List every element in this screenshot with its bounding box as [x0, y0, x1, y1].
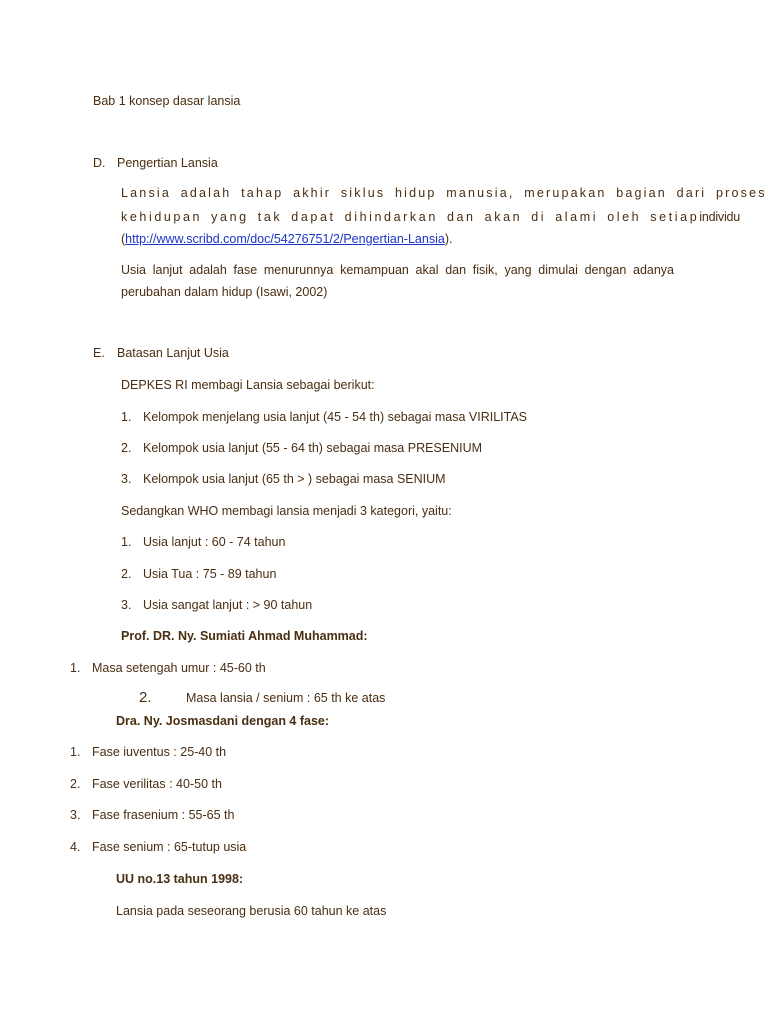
para1-open-paren: (: [121, 232, 126, 246]
list-item: [121, 597, 312, 613]
para2-line2: perubahan dalam hidup (Isawi, 2002): [121, 285, 328, 299]
list-item-number: 3.: [121, 472, 132, 486]
sumiati-heading: Prof. DR. Ny. Sumiati Ahmad Muhammad:: [121, 629, 368, 643]
para1-line2-tail: individu: [699, 210, 741, 224]
section-d-heading: [93, 155, 218, 171]
list-item: [121, 566, 276, 582]
section-e-title: Batasan Lanjut Usia: [117, 346, 229, 360]
list-item-number: 2.: [139, 689, 152, 706]
list-item: [121, 471, 446, 487]
list-item-number: 2.: [121, 567, 132, 581]
list-item: [70, 839, 246, 855]
list-item-number: 1.: [121, 535, 132, 549]
section-e-heading: [93, 345, 229, 361]
list-item: [121, 409, 527, 425]
list-item-text: Fase senium : 65-tutup usia: [92, 840, 247, 854]
list-item-text: Fase iuventus : 25-40 th: [92, 745, 227, 759]
list-item-number: 1.: [70, 745, 81, 759]
list-item-text: Fase frasenium : 55-65 th: [92, 808, 235, 822]
list-item: [139, 690, 385, 706]
list-item: [121, 534, 285, 550]
para1-close-paren: ).: [444, 232, 453, 246]
uu-heading: UU no.13 tahun 1998:: [116, 872, 244, 886]
para2-line1: Usia lanjut adalah fase menurunnya kemampuan akal dan fisik, yang dimulai dengan adanya: [121, 263, 674, 277]
list-item-number: 3.: [70, 808, 81, 822]
list-item-text: Usia lanjut : 60 - 74 tahun: [143, 535, 286, 549]
list-item: [70, 660, 266, 676]
list-item-text: Usia Tua : 75 - 89 tahun: [143, 567, 277, 581]
para1-line2: [121, 209, 740, 225]
scribd-link[interactable]: http://www.scribd.com/doc/54276751/2/Pengertian-Lansia: [125, 232, 445, 246]
list-item-text: Kelompok menjelang usia lanjut (45 - 54 th) sebagai masa VIRILITAS: [143, 410, 527, 424]
para1-line3: [121, 231, 452, 247]
list-item-number: 3.: [121, 598, 132, 612]
para1-line1: Lansia adalah tahap akhir siklus hidup manusia, merupakan bagian dari proses: [121, 186, 767, 200]
section-d-title: Pengertian Lansia: [117, 156, 218, 170]
list-item-text: Masa lansia / senium : 65 th ke atas: [186, 691, 386, 705]
chapter-title: Bab 1 konsep dasar lansia: [93, 94, 241, 108]
list-item-number: 1.: [70, 661, 81, 675]
list-item-number: 2.: [70, 777, 81, 791]
list-item-text: Usia sangat lanjut : > 90 tahun: [143, 598, 313, 612]
list-item-text: Masa setengah umur : 45-60 th: [92, 661, 266, 675]
list-item: [70, 807, 234, 823]
list-item: [70, 744, 226, 760]
uu-text: Lansia pada seseorang berusia 60 tahun ke atas: [116, 904, 387, 918]
list-item-number: 2.: [121, 441, 132, 455]
list-item-text: Fase verilitas : 40-50 th: [92, 777, 222, 791]
list-item: [70, 776, 222, 792]
list-item-text: Kelompok usia lanjut (55 - 64 th) sebagai masa PRESENIUM: [143, 441, 483, 455]
list-item-number: 1.: [121, 410, 132, 424]
josmasdani-heading: Dra. Ny. Josmasdani dengan 4 fase:: [116, 714, 330, 728]
depkes-intro: DEPKES RI membagi Lansia sebagai berikut:: [121, 378, 375, 392]
para1-line2-spaced: kehidupan yang tak dapat dihindarkan dan akan di alami oleh setiap: [121, 210, 700, 224]
list-item-text: Kelompok usia lanjut (65 th > ) sebagai masa SENIUM: [143, 472, 446, 486]
section-d-number: D.: [93, 156, 106, 170]
who-intro: Sedangkan WHO membagi lansia menjadi 3 kategori, yaitu:: [121, 504, 452, 518]
section-e-number: E.: [93, 346, 105, 360]
list-item-number: 4.: [70, 840, 81, 854]
list-item: [121, 440, 482, 456]
